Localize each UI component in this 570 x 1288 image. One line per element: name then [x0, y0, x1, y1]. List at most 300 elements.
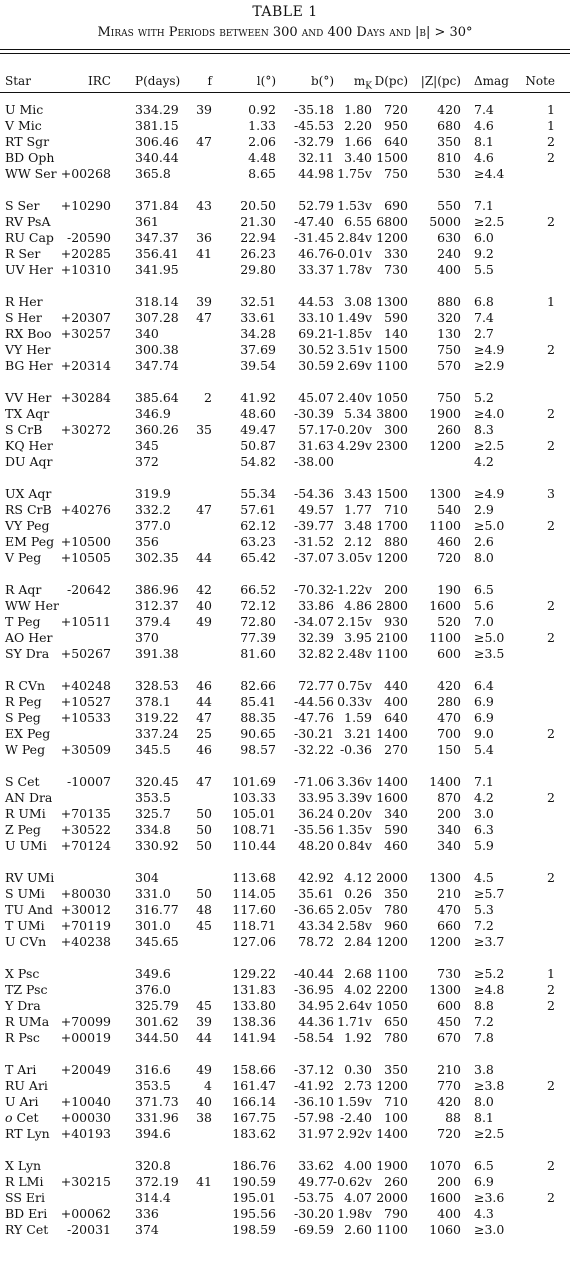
cell-note: 2 — [547, 998, 555, 1013]
cell-z: 1100 — [429, 630, 461, 645]
cell-delta-mag: 7.4 — [474, 102, 494, 117]
cell-delta-mag: 2.6 — [474, 534, 494, 549]
cell-distance: 140 — [384, 326, 408, 341]
cell-star: R Aqr — [5, 582, 42, 597]
cell-z: 550 — [437, 198, 461, 213]
table-row — [0, 438, 570, 454]
cell-z: 420 — [437, 102, 461, 117]
cell-period: 370 — [135, 630, 159, 645]
row-group — [0, 678, 570, 758]
cell-l: 57.61 — [240, 502, 276, 517]
cell-z: 1060 — [429, 1222, 461, 1237]
cell-star: VY Peg — [5, 518, 50, 533]
cell-irc: +30012 — [60, 902, 111, 917]
cell-delta-mag: 6.9 — [474, 694, 494, 709]
cell-l: 37.69 — [240, 342, 276, 357]
cell-irc: +10511 — [60, 614, 111, 629]
cell-b: 48.20 — [298, 838, 334, 853]
table-row — [0, 870, 570, 886]
cell-star: DU Aqr — [5, 454, 53, 469]
cell-note: 2 — [547, 518, 555, 533]
cell-star: R Peg — [5, 694, 42, 709]
cell-period: 336 — [135, 1206, 159, 1221]
cell-note: 2 — [547, 598, 555, 613]
cell-z: 240 — [437, 246, 461, 261]
cell-distance: 640 — [384, 134, 408, 149]
cell-l: 32.51 — [240, 294, 276, 309]
row-group — [0, 774, 570, 854]
cell-z: 700 — [437, 726, 461, 741]
cell-b: -32.22 — [293, 742, 334, 757]
cell-z: 280 — [437, 694, 461, 709]
cell-mk: 0.75v — [337, 678, 372, 693]
table-row — [0, 230, 570, 246]
cell-note: 3 — [547, 486, 555, 501]
cell-period: 374 — [135, 1222, 159, 1237]
cell-star: R Psc — [5, 1030, 40, 1045]
cell-period: 304 — [135, 870, 159, 885]
cell-mk: 2.60 — [344, 1222, 372, 1237]
cell-l: 26.23 — [240, 246, 276, 261]
cell-l: 129.22 — [232, 966, 276, 981]
cell-z: 720 — [437, 1126, 461, 1141]
cell-period: 371.84 — [135, 198, 179, 213]
table-row — [0, 886, 570, 902]
cell-star: RT Sgr — [5, 134, 50, 149]
cell-star: S Her — [5, 310, 42, 325]
cell-distance: 460 — [384, 838, 408, 853]
table-row — [0, 1094, 570, 1110]
table-row — [0, 774, 570, 790]
cell-star: W Peg — [5, 742, 46, 757]
cell-z: 210 — [437, 1062, 461, 1077]
cell-f: 35 — [196, 422, 212, 437]
cell-distance: 1300 — [376, 294, 408, 309]
cell-period: 300.38 — [135, 342, 179, 357]
cell-note: 1 — [547, 294, 555, 309]
cell-z: 720 — [437, 550, 461, 565]
cell-delta-mag: 6.9 — [474, 710, 494, 725]
cell-l: 114.05 — [232, 886, 276, 901]
cell-period: 337.24 — [135, 726, 179, 741]
cell-irc: +40193 — [60, 1126, 111, 1141]
table-row — [0, 310, 570, 326]
cell-b: -31.52 — [293, 534, 334, 549]
cell-star: EX Peg — [5, 726, 51, 741]
cell-l: 22.94 — [240, 230, 276, 245]
cell-distance: 1500 — [376, 486, 408, 501]
cell-star: WW Her — [5, 598, 59, 613]
table-row — [0, 422, 570, 438]
table-row — [0, 934, 570, 950]
cell-delta-mag: ≥3.0 — [474, 1222, 505, 1237]
cell-b: -36.10 — [293, 1094, 334, 1109]
cell-mk: 4.12 — [344, 870, 372, 885]
cell-distance: 1500 — [376, 150, 408, 165]
cell-delta-mag: 7.1 — [474, 198, 494, 213]
cell-delta-mag: 7.8 — [474, 1030, 494, 1045]
table-row — [0, 742, 570, 758]
cell-period: 341.95 — [135, 262, 179, 277]
cell-z: 350 — [437, 134, 461, 149]
cell-z: 210 — [437, 886, 461, 901]
cell-z: 810 — [437, 150, 461, 165]
cell-b: 32.11 — [298, 150, 334, 165]
cell-star: AO Her — [5, 630, 53, 645]
cell-mk: 4.00 — [344, 1158, 372, 1173]
cell-z: 680 — [437, 118, 461, 133]
cell-z: 1100 — [429, 518, 461, 533]
cell-period: 325.7 — [135, 806, 171, 821]
cell-b: -38.00 — [293, 454, 334, 469]
table-row — [0, 838, 570, 854]
cell-l: 81.60 — [240, 646, 276, 661]
column-header-z: |Z|(pc) — [420, 74, 461, 88]
cell-star: UX Aqr — [5, 486, 52, 501]
cell-z: 420 — [437, 678, 461, 693]
table-row — [0, 198, 570, 214]
cell-b: 69.21 — [298, 326, 334, 341]
cell-distance: 930 — [384, 614, 408, 629]
cell-distance: 1200 — [376, 550, 408, 565]
cell-distance: 200 — [384, 582, 408, 597]
cell-b: -37.07 — [293, 550, 334, 565]
cell-distance: 350 — [384, 886, 408, 901]
cell-b: -70.32 — [293, 582, 334, 597]
cell-star: RV UMi — [5, 870, 55, 885]
cell-irc: +70119 — [60, 918, 111, 933]
cell-delta-mag: 5.5 — [474, 262, 494, 277]
cell-b: 72.77 — [298, 678, 334, 693]
cell-f: 36 — [196, 230, 212, 245]
cell-l: 55.34 — [240, 486, 276, 501]
cell-delta-mag: 4.6 — [474, 150, 494, 165]
cell-l: 29.80 — [240, 262, 276, 277]
cell-l: 133.80 — [232, 998, 276, 1013]
cell-delta-mag: ≥4.0 — [474, 406, 505, 421]
table-row — [0, 1190, 570, 1206]
cell-b: 49.77 — [298, 1174, 334, 1189]
cell-irc: +20314 — [60, 358, 111, 373]
cell-note: 2 — [547, 134, 555, 149]
cell-f: 44 — [196, 1030, 212, 1045]
cell-delta-mag: 8.3 — [474, 422, 494, 437]
cell-period: 301.0 — [135, 918, 171, 933]
header-rule — [0, 92, 570, 93]
cell-period: 345.5 — [135, 742, 171, 757]
cell-period: 356 — [135, 534, 159, 549]
cell-b: 33.95 — [298, 790, 334, 805]
cell-l: 158.66 — [232, 1062, 276, 1077]
cell-distance: 3800 — [376, 406, 408, 421]
cell-distance: 330 — [384, 246, 408, 261]
cell-distance: 750 — [384, 166, 408, 181]
table-row — [0, 1030, 570, 1046]
cell-l: 72.80 — [240, 614, 276, 629]
table-row — [0, 646, 570, 662]
cell-irc: +80030 — [60, 886, 111, 901]
cell-l: 66.52 — [240, 582, 276, 597]
cell-distance: 1700 — [376, 518, 408, 533]
cell-b: 32.82 — [298, 646, 334, 661]
cell-period: 346.9 — [135, 406, 171, 421]
cell-l: 34.28 — [240, 326, 276, 341]
cell-z: 540 — [437, 502, 461, 517]
cell-mk: 2.58v — [337, 918, 372, 933]
table-row — [0, 806, 570, 822]
table-row — [0, 998, 570, 1014]
cell-mk: 2.64v — [337, 998, 372, 1013]
cell-irc: +70124 — [60, 838, 111, 853]
cell-mk: 0.30 — [344, 1062, 372, 1077]
cell-delta-mag: 7.2 — [474, 1014, 494, 1029]
cell-b: 36.24 — [298, 806, 334, 821]
cell-z: 400 — [437, 1206, 461, 1221]
cell-distance: 790 — [384, 1206, 408, 1221]
cell-star: BG Her — [5, 358, 53, 373]
cell-star: BD Eri — [5, 1206, 48, 1221]
row-group — [0, 1062, 570, 1142]
cell-star: R Ser — [5, 246, 41, 261]
cell-delta-mag: 6.3 — [474, 822, 494, 837]
cell-mk: -0.62v — [332, 1174, 372, 1189]
cell-distance: 2800 — [376, 598, 408, 613]
cell-distance: 1100 — [376, 646, 408, 661]
cell-z: 190 — [437, 582, 461, 597]
cell-b: -40.44 — [293, 966, 334, 981]
cell-star: V Peg — [5, 550, 42, 565]
cell-b: -58.54 — [293, 1030, 334, 1045]
cell-distance: 710 — [384, 1094, 408, 1109]
cell-irc: +40276 — [60, 502, 111, 517]
cell-period: 376.0 — [135, 982, 171, 997]
cell-distance: 350 — [384, 1062, 408, 1077]
table-row — [0, 1174, 570, 1190]
cell-star: RY Cet — [5, 1222, 49, 1237]
cell-z: 730 — [437, 966, 461, 981]
cell-b: 78.72 — [298, 934, 334, 949]
cell-delta-mag: 9.0 — [474, 726, 494, 741]
cell-b: -71.06 — [293, 774, 334, 789]
cell-delta-mag: 6.9 — [474, 1174, 494, 1189]
cell-b: -37.12 — [293, 1062, 334, 1077]
cell-delta-mag: 6.0 — [474, 230, 494, 245]
cell-f: 47 — [196, 710, 212, 725]
cell-period: 379.4 — [135, 614, 171, 629]
cell-mk: 2.84v — [337, 230, 372, 245]
cell-f: 50 — [196, 822, 212, 837]
cell-distance: 2000 — [376, 1190, 408, 1205]
cell-period: 372.19 — [135, 1174, 179, 1189]
cell-f: 46 — [196, 678, 212, 693]
cell-note: 2 — [547, 790, 555, 805]
cell-mk: -0.36 — [339, 742, 372, 757]
cell-star: AN Dra — [5, 790, 53, 805]
table-row — [0, 726, 570, 742]
cell-delta-mag: ≥4.8 — [474, 982, 505, 997]
cell-period: 340 — [135, 326, 159, 341]
table-row — [0, 790, 570, 806]
cell-l: 54.82 — [240, 454, 276, 469]
table-body — [0, 102, 570, 1254]
cell-star: TU And — [5, 902, 53, 917]
cell-b: -54.36 — [293, 486, 334, 501]
cell-b: 44.53 — [298, 294, 334, 309]
cell-period: 328.53 — [135, 678, 179, 693]
cell-star: SY Dra — [5, 646, 50, 661]
cell-distance: 2200 — [376, 982, 408, 997]
cell-mk: 4.07 — [344, 1190, 372, 1205]
cell-mk: 0.33v — [337, 694, 372, 709]
table-row — [0, 246, 570, 262]
cell-distance: 6800 — [376, 214, 408, 229]
cell-l: 49.47 — [240, 422, 276, 437]
cell-f: 47 — [196, 310, 212, 325]
cell-f: 49 — [196, 614, 212, 629]
cell-distance: 1600 — [376, 790, 408, 805]
table-row — [0, 1158, 570, 1174]
cell-mk: 3.51v — [337, 342, 372, 357]
cell-b: 30.52 — [298, 342, 334, 357]
cell-mk: 1.71v — [337, 1014, 372, 1029]
table-row — [0, 918, 570, 934]
cell-l: 90.65 — [240, 726, 276, 741]
cell-distance: 2000 — [376, 870, 408, 885]
table-row — [0, 390, 570, 406]
cell-distance: 730 — [384, 262, 408, 277]
table-row — [0, 630, 570, 646]
cell-delta-mag: 5.3 — [474, 902, 494, 917]
cell-l: 195.01 — [232, 1190, 276, 1205]
cell-delta-mag: 6.8 — [474, 294, 494, 309]
column-header-period: P(days) — [135, 74, 181, 88]
cell-b: 33.37 — [298, 262, 334, 277]
cell-mk: 3.43 — [344, 486, 372, 501]
cell-l: 33.61 — [240, 310, 276, 325]
cell-distance: 440 — [384, 678, 408, 693]
cell-l: 62.12 — [240, 518, 276, 533]
cell-b: -53.75 — [293, 1190, 334, 1205]
cell-b: 44.36 — [298, 1014, 334, 1029]
cell-distance: 300 — [384, 422, 408, 437]
cell-period: 312.37 — [135, 598, 179, 613]
cell-b: -30.39 — [293, 406, 334, 421]
cell-f: 38 — [196, 1110, 212, 1125]
column-header-b: b(°) — [310, 74, 334, 88]
cell-b: 31.63 — [298, 438, 334, 453]
cell-mk: 2.69v — [337, 358, 372, 373]
cell-b: -30.21 — [293, 726, 334, 741]
cell-distance: 1100 — [376, 358, 408, 373]
cell-irc: -20590 — [67, 230, 111, 245]
cell-mk: 1.66 — [344, 134, 372, 149]
cell-b: -34.07 — [293, 614, 334, 629]
cell-star: U Mic — [5, 102, 44, 117]
cell-distance: 880 — [384, 534, 408, 549]
row-group — [0, 1158, 570, 1238]
cell-period: 314.4 — [135, 1190, 171, 1205]
cell-star: T Peg — [5, 614, 41, 629]
cell-f: 40 — [196, 1094, 212, 1109]
row-group — [0, 870, 570, 950]
cell-irc: -20642 — [67, 582, 111, 597]
cell-note: 2 — [547, 726, 555, 741]
top-rule-2 — [0, 53, 570, 54]
cell-z: 420 — [437, 1094, 461, 1109]
cell-l: 65.42 — [240, 550, 276, 565]
cell-l: 117.60 — [232, 902, 276, 917]
cell-b: 33.86 — [298, 598, 334, 613]
cell-l: 118.71 — [232, 918, 276, 933]
table-row — [0, 150, 570, 166]
cell-distance: 1200 — [376, 230, 408, 245]
cell-delta-mag: 6.5 — [474, 1158, 494, 1173]
table-row — [0, 1126, 570, 1142]
cell-l: 131.83 — [232, 982, 276, 997]
cell-b: 32.39 — [298, 630, 334, 645]
cell-f: 44 — [196, 694, 212, 709]
cell-l: 183.62 — [232, 1126, 276, 1141]
cell-period: 394.6 — [135, 1126, 171, 1141]
table-row — [0, 214, 570, 230]
cell-mk: 1.92 — [344, 1030, 372, 1045]
cell-delta-mag: 7.1 — [474, 774, 494, 789]
cell-irc: +30257 — [60, 326, 111, 341]
cell-distance: 780 — [384, 1030, 408, 1045]
cell-z: 1300 — [429, 486, 461, 501]
cell-delta-mag: 5.4 — [474, 742, 494, 757]
cell-l: 4.48 — [248, 150, 276, 165]
cell-mk: 4.29v — [337, 438, 372, 453]
cell-f: 47 — [196, 502, 212, 517]
table-subtitle: Miras with Periods between 300 and 400 Days and |b| > 30° — [97, 25, 473, 40]
cell-z: 450 — [437, 1014, 461, 1029]
cell-distance: 400 — [384, 694, 408, 709]
cell-note: 2 — [547, 1158, 555, 1173]
cell-period: 361 — [135, 214, 159, 229]
cell-l: 190.59 — [232, 1174, 276, 1189]
cell-z: 660 — [437, 918, 461, 933]
cell-star: R Her — [5, 294, 43, 309]
cell-mk: 2.92v — [337, 1126, 372, 1141]
cell-l: 167.75 — [232, 1110, 276, 1125]
cell-distance: 1400 — [376, 774, 408, 789]
cell-delta-mag: ≥2.9 — [474, 358, 505, 373]
table-row — [0, 710, 570, 726]
cell-delta-mag: 8.1 — [474, 1110, 494, 1125]
cell-l: 77.39 — [240, 630, 276, 645]
table-row — [0, 1078, 570, 1094]
cell-delta-mag: ≥5.0 — [474, 630, 505, 645]
cell-distance: 1200 — [376, 1078, 408, 1093]
cell-star: U Ari — [5, 1094, 39, 1109]
row-group — [0, 966, 570, 1046]
cell-mk: 3.39v — [337, 790, 372, 805]
row-group — [0, 102, 570, 182]
cell-irc: +30272 — [60, 422, 111, 437]
cell-period: 371.73 — [135, 1094, 179, 1109]
cell-irc: +10310 — [60, 262, 111, 277]
cell-f: 41 — [196, 246, 212, 261]
cell-l: 39.54 — [240, 358, 276, 373]
cell-distance: 270 — [384, 742, 408, 757]
cell-z: 1900 — [429, 406, 461, 421]
cell-delta-mag: ≥2.5 — [474, 438, 505, 453]
cell-distance: 640 — [384, 710, 408, 725]
cell-b: 44.98 — [298, 166, 334, 181]
cell-b: -31.45 — [293, 230, 334, 245]
cell-period: 378.1 — [135, 694, 171, 709]
